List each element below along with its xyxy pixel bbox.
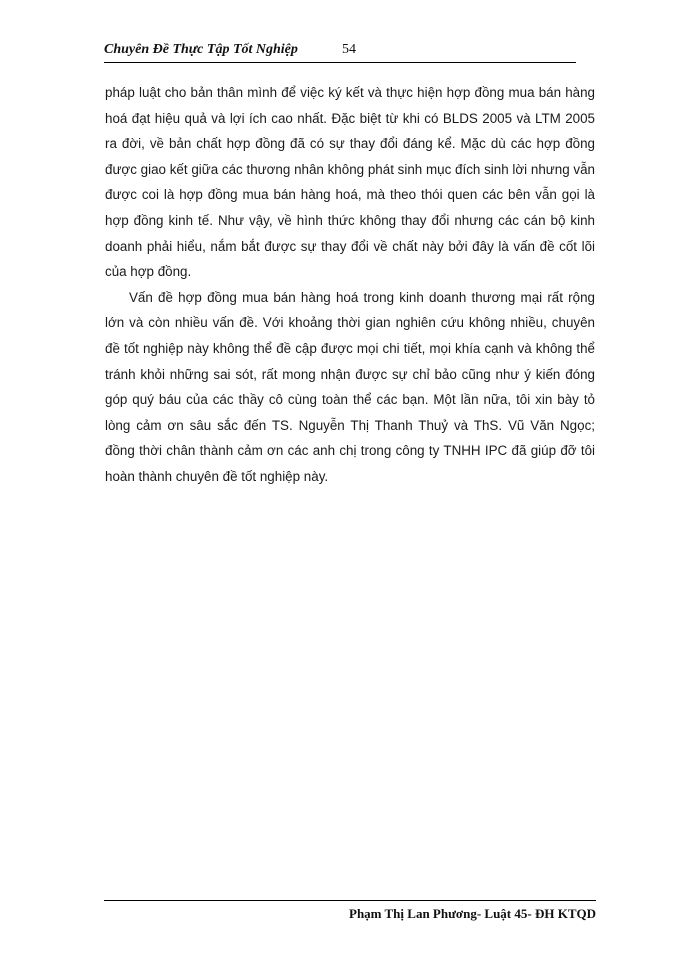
header-title: Chuyên Đề Thực Tập Tốt Nghiệp [104, 42, 298, 57]
footer-author: Phạm Thị Lan Phương- Luật 45- ĐH KTQD [349, 906, 596, 921]
body-paragraph: pháp luật cho bản thân mình để việc ký kết và thực hiện hợp đồng mua bán hàng hoá đạt hiệu quả và lợi ích cao nhất. Đặc biệt từ khi có BLDS 2005 và LTM 2005 ra đời, về bản chất hợp đồng đã có sự thay đổi đáng kể. Mặc dù các hợp đồng được giao kết giữa các thương nhân không phát sinh mục đích sinh lời nhưng vẫn được coi là hợp đồng mua bán hàng hoá, mà theo thói quen các bên vẫn gọi là hợp đồng kinh tế. Như vậy, về hình thức không thay đổi nhưng các cán bộ kinh doanh phải hiểu, nắm bắt được sự thay đổi về chất này bởi đây là vấn đề cốt lõi của hợp đồng. [105, 85, 595, 280]
body-paragraph: Vấn đề hợp đồng mua bán hàng hoá trong kinh doanh thương mại rất rộng lớn và còn nhiều vấn đề. Với khoảng thời gian nghiên cứu không nhiều, chuyên đề tốt nghiệp này không thể đề cập được mọi chi tiết, mọi khía cạnh và không thể tránh khỏi những sai sót, rất mong nhận được sự chỉ bảo cũng như ý kiến đóng góp quý báu của các thầy cô cùng toàn thể các bạn. Một lần nữa, tôi xin bày tỏ lòng cảm ơn sâu sắc đến TS. Nguyễn Thị Thanh Thuỷ và ThS. Vũ Văn Ngọc; đồng thời chân thành cảm ơn các anh chị trong công ty TNHH IPC đã giúp đỡ tôi hoàn thành chuyên đề tốt nghiệp này. [105, 289, 595, 484]
page-header [104, 40, 576, 63]
document-body [105, 80, 595, 490]
page-footer [104, 900, 596, 925]
page-number: 54 [342, 42, 356, 57]
